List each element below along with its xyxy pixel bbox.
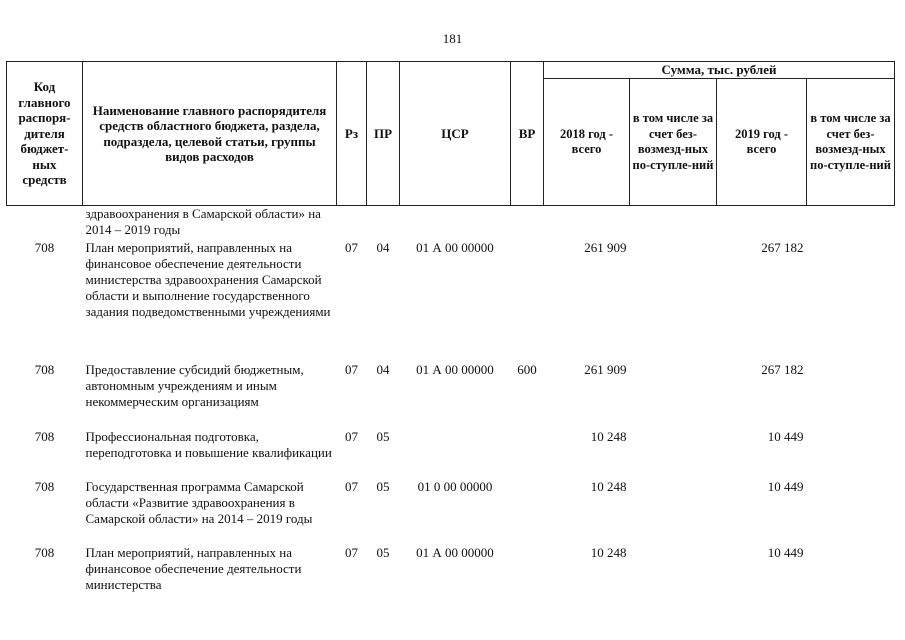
cell-pr bbox=[367, 206, 400, 241]
cell-vr bbox=[511, 479, 544, 545]
header-csr: ЦСР bbox=[400, 62, 511, 206]
cell-2019-total: 10 449 bbox=[767, 545, 804, 560]
cell-csr: 01 А 00 00000 bbox=[416, 240, 494, 255]
cell-2019-free bbox=[807, 429, 895, 479]
cell-pr: 05 bbox=[376, 479, 390, 494]
cell-pr: 05 bbox=[376, 429, 390, 444]
table-row bbox=[7, 479, 895, 545]
cell-code: 708 bbox=[34, 362, 55, 377]
cell-vr bbox=[511, 206, 544, 241]
table-row bbox=[7, 240, 895, 362]
cell-csr: 01 0 00 00000 bbox=[417, 479, 493, 494]
header-rz: Рз bbox=[337, 62, 367, 206]
cell-2019-free bbox=[807, 362, 895, 429]
cell-2018-free bbox=[630, 206, 717, 241]
header-sum-group: Сумма, тыс. рублей bbox=[544, 62, 895, 79]
table-row bbox=[7, 429, 895, 479]
header-2019-total: 2019 год - всего bbox=[717, 79, 807, 206]
cell-2019-total: 10 449 bbox=[767, 479, 804, 494]
cell-2018-free bbox=[630, 479, 717, 545]
cell-code: 708 bbox=[34, 429, 55, 444]
cell-2019-total: 267 182 bbox=[761, 362, 804, 377]
header-code: Код главного распоря-дителя бюджет-ных средств bbox=[7, 62, 83, 206]
cell-rz: 07 bbox=[345, 240, 358, 255]
cell-2018-total bbox=[544, 206, 630, 241]
cell-2019-total bbox=[717, 206, 807, 241]
header-row-top bbox=[7, 62, 895, 79]
cell-rz: 07 bbox=[345, 362, 358, 377]
cell-vr bbox=[511, 545, 544, 595]
cell-name: Предоставление субсидий бюджетным, автономным учреждениям и иным некоммерческим организациям bbox=[85, 362, 304, 409]
cell-csr bbox=[400, 206, 511, 241]
cell-code: 708 bbox=[34, 545, 55, 560]
cell-csr: 01 А 00 00000 bbox=[416, 545, 494, 560]
header-2018-total: 2018 год - всего bbox=[544, 79, 630, 206]
budget-table bbox=[6, 61, 895, 595]
header-pr: ПР bbox=[367, 62, 400, 206]
cell-csr bbox=[400, 429, 511, 479]
cell-name: План мероприятий, направленных на финансовое обеспечение деятельности министерства здравоохранения Самарской области и выполнение государственного задания подведомственными учреждениями bbox=[85, 240, 331, 319]
cell-2018-total: 261 909 bbox=[584, 240, 627, 255]
cell-2019-free bbox=[807, 545, 895, 595]
cell-2019-free bbox=[807, 240, 895, 362]
cell-name: Государственная программа Самарской области «Развитие здравоохранения в Самарской области» на 2014 – 2019 годы bbox=[85, 479, 313, 526]
cell-rz: 07 bbox=[345, 545, 358, 560]
table-row bbox=[7, 362, 895, 429]
cell-2018-total: 261 909 bbox=[584, 362, 627, 377]
cell-pr: 05 bbox=[376, 545, 390, 560]
table-row bbox=[7, 206, 895, 241]
cell-name: Профессиональная подготовка, переподготовка и повышение квалификации bbox=[85, 429, 332, 460]
cell-vr bbox=[511, 429, 544, 479]
cell-pr: 04 bbox=[376, 362, 390, 377]
header-2019-free: в том числе за счет без-возмезд-ных по-ступле-ний bbox=[807, 79, 895, 206]
cell-rz: 07 bbox=[345, 479, 358, 494]
cell-vr: 600 bbox=[517, 362, 537, 377]
cell-2018-free bbox=[630, 240, 717, 362]
cell-pr: 04 bbox=[376, 240, 390, 255]
cell-2019-total: 267 182 bbox=[761, 240, 804, 255]
cell-code bbox=[7, 206, 83, 241]
header-vr: ВР bbox=[511, 62, 544, 206]
header-name: Наименование главного распорядителя средств областного бюджета, раздела, подраздела, целевой статьи, группы видов расходов bbox=[83, 62, 337, 206]
cell-2018-free bbox=[630, 429, 717, 479]
cell-2019-free bbox=[807, 479, 895, 545]
cell-2018-total: 10 248 bbox=[590, 479, 627, 494]
cell-2018-total: 10 248 bbox=[590, 429, 627, 444]
cell-rz: 07 bbox=[345, 429, 358, 444]
cell-rz bbox=[337, 206, 367, 241]
table-row bbox=[7, 545, 895, 595]
cell-2018-free bbox=[630, 362, 717, 429]
page-number: 181 bbox=[442, 31, 463, 46]
cell-name: План мероприятий, направленных на финансовое обеспечение деятельности министерства bbox=[85, 545, 302, 592]
cell-2018-total: 10 248 bbox=[590, 545, 627, 560]
cell-2019-total: 10 449 bbox=[767, 429, 804, 444]
cell-csr: 01 А 00 00000 bbox=[416, 362, 494, 377]
cell-2019-free bbox=[807, 206, 895, 241]
header-2018-free: в том числе за счет без-возмезд-ных по-ступле-ний bbox=[630, 79, 717, 206]
cell-vr bbox=[511, 240, 544, 362]
cell-2018-free bbox=[630, 545, 717, 595]
cell-code: 708 bbox=[34, 479, 55, 494]
cell-name: здравоохранения в Самарской области» на 2014 – 2019 годы bbox=[85, 206, 321, 237]
cell-code: 708 bbox=[34, 240, 55, 255]
